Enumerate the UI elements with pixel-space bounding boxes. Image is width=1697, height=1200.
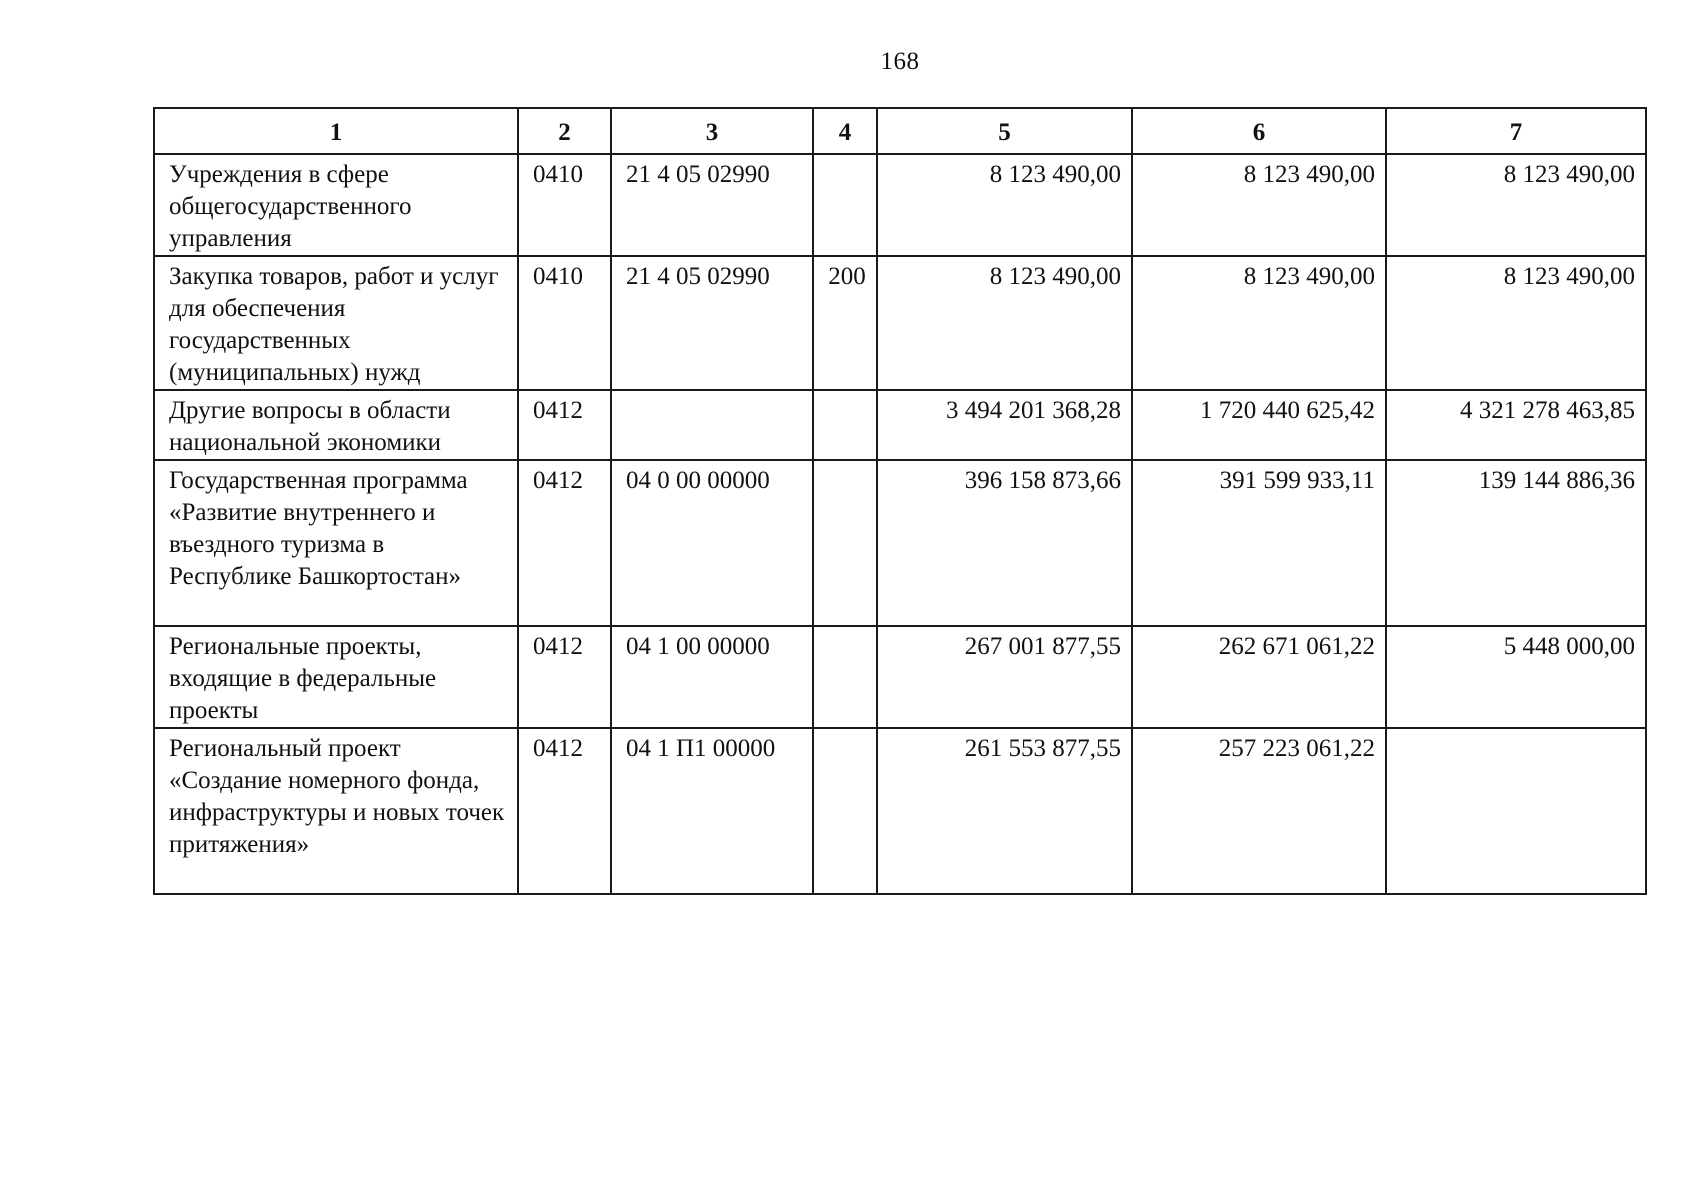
table-row: [154, 460, 1646, 626]
amount-cell: 391 599 933,11: [1132, 460, 1386, 626]
amount-cell: 8 123 490,00: [1386, 256, 1646, 390]
expense-type-cell: 200: [813, 256, 877, 390]
table-row: [154, 390, 1646, 460]
amount-cell: 5 448 000,00: [1386, 626, 1646, 728]
section-code-cell: 0410: [518, 154, 611, 256]
row-name-cell: Региональные проекты, входящие в федеральные проекты: [154, 626, 518, 728]
page-number: 168: [880, 48, 920, 75]
expense-type-cell: [813, 390, 877, 460]
row-name-cell: Закупка товаров, работ и услуг для обеспечения государственных (муниципальных) нужд: [154, 256, 518, 390]
column-header: 1: [154, 108, 518, 154]
target-code-cell: [611, 390, 813, 460]
amount-cell: 8 123 490,00: [877, 256, 1132, 390]
column-header: 7: [1386, 108, 1646, 154]
amount-cell: 396 158 873,66: [877, 460, 1132, 626]
expense-type-cell: [813, 460, 877, 626]
expense-type-cell: [813, 728, 877, 894]
table-row: [154, 626, 1646, 728]
column-header: 6: [1132, 108, 1386, 154]
table-header-row: [154, 108, 1646, 154]
column-header: 5: [877, 108, 1132, 154]
section-code-cell: 0412: [518, 728, 611, 894]
section-code-cell: 0412: [518, 460, 611, 626]
amount-cell: 262 671 061,22: [1132, 626, 1386, 728]
target-code-cell: 21 4 05 02990: [611, 154, 813, 256]
budget-table: [153, 107, 1647, 895]
table-row: [154, 154, 1646, 256]
section-code-cell: 0410: [518, 256, 611, 390]
column-header: 2: [518, 108, 611, 154]
amount-cell: 8 123 490,00: [1132, 154, 1386, 256]
amount-cell: 267 001 877,55: [877, 626, 1132, 728]
target-code-cell: 04 1 П1 00000: [611, 728, 813, 894]
target-code-cell: 04 0 00 00000: [611, 460, 813, 626]
target-code-cell: 21 4 05 02990: [611, 256, 813, 390]
amount-cell: 3 494 201 368,28: [877, 390, 1132, 460]
amount-cell: 261 553 877,55: [877, 728, 1132, 894]
amount-cell: 8 123 490,00: [877, 154, 1132, 256]
section-code-cell: 0412: [518, 626, 611, 728]
amount-cell: 8 123 490,00: [1386, 154, 1646, 256]
row-name-cell: Государственная программа «Развитие внутреннего и въездного туризма в Республике Башкортостан»: [154, 460, 518, 626]
column-header: 4: [813, 108, 877, 154]
row-name-cell: Учреждения в сфере общегосударственного управления: [154, 154, 518, 256]
table-row: [154, 728, 1646, 894]
amount-cell: 257 223 061,22: [1132, 728, 1386, 894]
column-header: 3: [611, 108, 813, 154]
amount-cell: 8 123 490,00: [1132, 256, 1386, 390]
target-code-cell: 04 1 00 00000: [611, 626, 813, 728]
section-code-cell: 0412: [518, 390, 611, 460]
amount-cell: 1 720 440 625,42: [1132, 390, 1386, 460]
amount-cell: [1386, 728, 1646, 894]
row-name-cell: Региональный проект «Создание номерного фонда, инфраструктуры и новых точек притяжения»: [154, 728, 518, 894]
row-name-cell: Другие вопросы в области национальной экономики: [154, 390, 518, 460]
table-row: [154, 256, 1646, 390]
expense-type-cell: [813, 626, 877, 728]
amount-cell: 139 144 886,36: [1386, 460, 1646, 626]
expense-type-cell: [813, 154, 877, 256]
amount-cell: 4 321 278 463,85: [1386, 390, 1646, 460]
